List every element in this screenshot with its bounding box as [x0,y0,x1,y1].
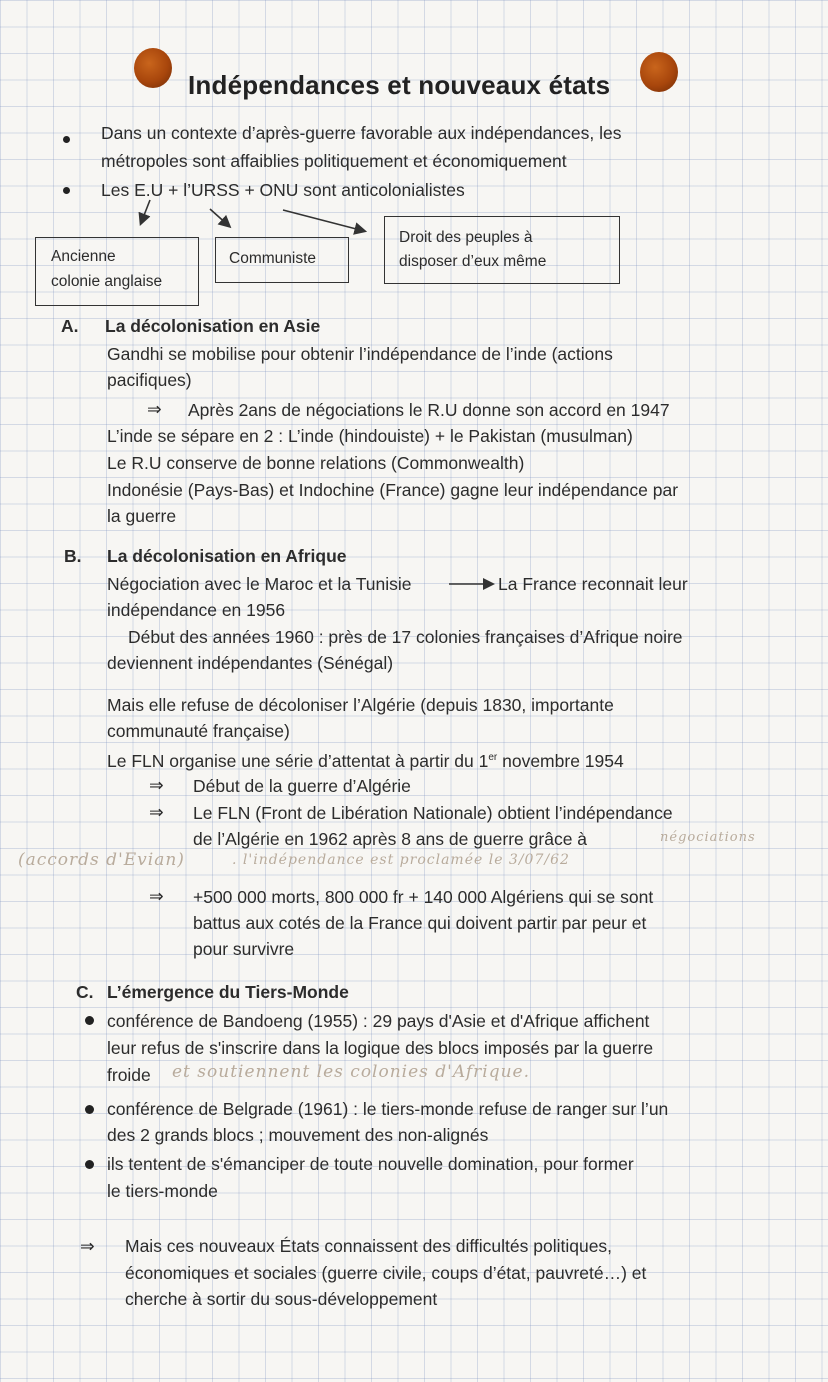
section-b-bullet3b: battus aux cotés de la France qui doivent partir par peur et [193,913,647,933]
double-arrow-icon: ⇒ [147,399,162,419]
section-b-bullet3c: pour survivre [193,939,295,959]
section-b-line1b: La France reconnait leur [498,574,688,594]
section-a-line5: Le R.U conserve de bonne relations (Commonwealth) [107,453,525,473]
section-c-point2b: des 2 grands blocs ; mouvement des non-alignés [107,1125,489,1145]
box3-line2: disposer d’eux même [399,253,547,270]
section-c-point2a: conférence de Belgrade (1961) : le tiers-monde refuse de ranger sur l’un [107,1099,669,1119]
section-a-line6: Indonésie (Pays-Bas) et Indochine (France) gagne leur indépendance par [107,480,679,500]
section-c-point3a: ils tentent de s'émanciper de toute nouvelle domination, pour former [107,1154,634,1174]
section-b-bullet1: Début de la guerre d’Algérie [193,776,411,796]
conclusion-line1: Mais ces nouveaux États connaissent des difficultés politiques, [125,1236,613,1256]
section-b-line6: communauté française) [107,721,290,741]
section-c-heading: L’émergence du Tiers-Monde [107,982,349,1002]
double-arrow-icon: ⇒ [149,886,164,906]
conclusion-line3: cherche à sortir du sous-développement [125,1289,438,1309]
section-a-letter: A. [61,316,79,336]
section-a-heading: La décolonisation en Asie [105,316,321,336]
bullet-icon [85,1105,94,1114]
section-a-line4: L’inde se sépare en 2 : L’inde (hindouiste) + le Pakistan (musulman) [107,426,633,446]
handwritten-note-proclamation: . l'indépendance est proclamée le 3/07/62 [232,852,570,868]
bullet-icon [85,1016,94,1025]
box-communiste [215,237,349,283]
arrow-right-icon [447,577,497,591]
arrow-to-box1 [141,200,150,223]
section-c-point1b: leur refus de s'inscrire dans la logique des blocs imposés par la guerre [107,1038,654,1058]
handwritten-note-negociations: négociations [660,830,756,845]
section-a-line7: la guerre [107,506,177,526]
box2-label: Communiste [229,250,316,267]
section-b-line7: Le FLN organise une série d’attentat à partir du 1er novembre 1954 [107,750,624,771]
section-c-point1a: conférence de Bandoeng (1955) : 29 pays d'Asie et d'Afrique affichent [107,1011,650,1031]
handwritten-note-colonies: et soutiennent les colonies d'Afrique. [172,1062,530,1082]
arrow-to-box2 [210,209,229,226]
section-b-heading: La décolonisation en Afrique [107,546,347,566]
section-b-bullet2b: de l’Algérie en 1962 après 8 ans de guerre grâce à [193,829,588,849]
section-b-line5: Mais elle refuse de décoloniser l’Algérie (depuis 1830, importante [107,695,614,715]
intro-line-2: métropoles sont affaiblies politiquement et économiquement [101,151,567,171]
box3-line1: Droit des peuples à [399,229,533,246]
section-b-line1a: Négociation avec le Maroc et la Tunisie [107,574,412,594]
section-a-line1: Gandhi se mobilise pour obtenir l’indépendance de l’inde (actions [107,344,613,364]
intro-line-1: Dans un contexte d’après-guerre favorable aux indépendances, les [101,123,622,143]
section-a-line2: pacifiques) [107,370,192,390]
section-c-point3b: le tiers-monde [107,1181,218,1201]
section-b-line3: Début des années 1960 : près de 17 colonies françaises d’Afrique noire [128,627,683,647]
box-ancienne-colonie [35,237,199,306]
box1-line2: colonie anglaise [51,273,163,290]
box1-line1: Ancienne [51,248,116,265]
section-a-line3: Après 2ans de négociations le R.U donne son accord en 1947 [188,400,670,420]
intro-line-3: Les E.U + l’URSS + ONU sont anticolonialistes [101,180,465,200]
page-title: Indépendances et nouveaux états [188,70,611,100]
section-c-point1c: froide [107,1065,151,1085]
bullet-icon [85,1160,94,1169]
section-c-letter: C. [76,982,94,1002]
section-b-bullet2a: Le FLN (Front de Libération Nationale) obtient l’indépendance [193,803,673,823]
conclusion-line2: économiques et sociales (guerre civile, coups d’état, pauvreté…) et [125,1263,647,1283]
section-b-line4: deviennent indépendantes (Sénégal) [107,653,394,673]
double-arrow-icon: ⇒ [149,802,164,822]
double-arrow-icon: ⇒ [149,775,164,795]
section-b-line2: indépendance en 1956 [107,600,286,620]
section-b-bullet3a: +500 000 morts, 800 000 fr + 140 000 Algériens qui se sont [193,887,654,907]
arrow-to-box3 [283,210,364,231]
section-b-letter: B. [64,546,82,566]
box-droit-des-peuples [384,216,620,284]
double-arrow-icon: ⇒ [80,1236,95,1256]
handwritten-note-evian: (accords d'Evian) [18,850,185,870]
